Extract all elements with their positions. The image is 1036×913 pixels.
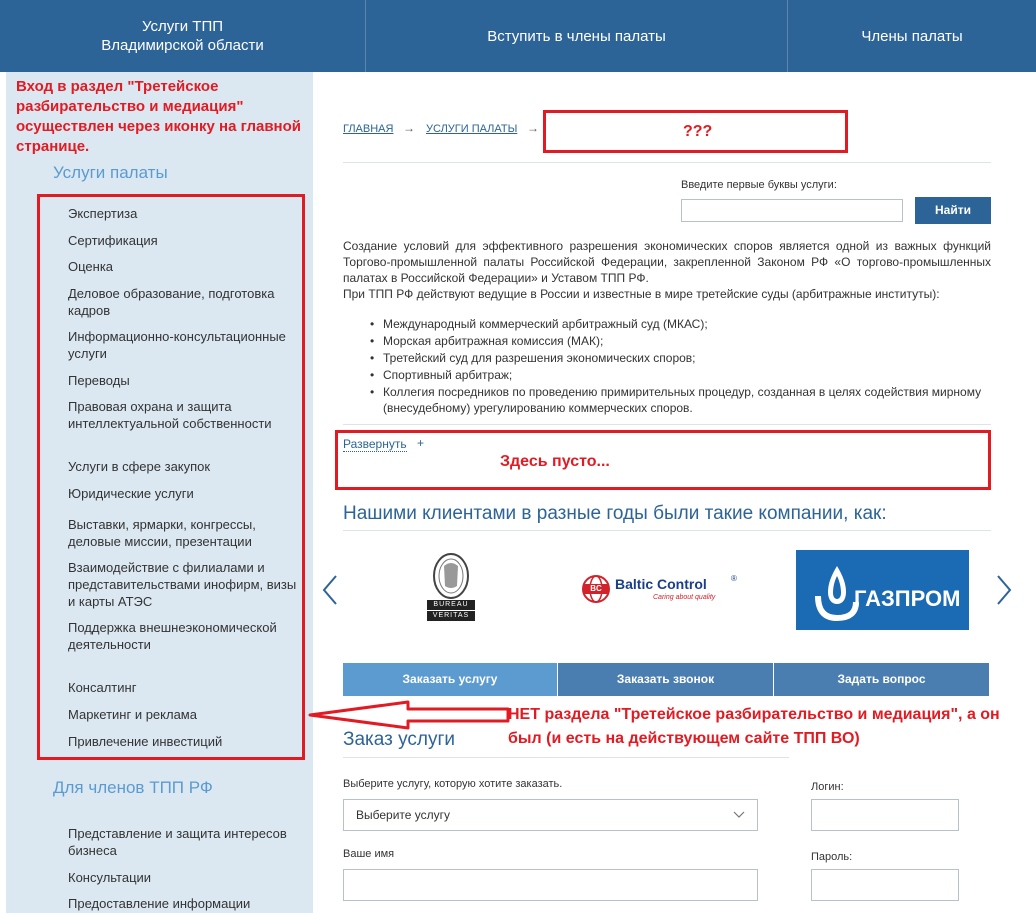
- sidebar-heading-members: Для членов ТПП РФ: [53, 778, 213, 797]
- nav-join-chamber[interactable]: Вступить в члены палаты: [366, 0, 788, 72]
- chevron-down-icon: [733, 800, 745, 841]
- sidebar-item-business-education[interactable]: Деловое образование, подготовка кадров: [68, 286, 275, 318]
- sidebar-highlight-box: [37, 194, 305, 760]
- sidebar-item-translations[interactable]: Переводы: [68, 373, 130, 388]
- password-label: Пароль:: [811, 851, 853, 863]
- list-item: • Спортивный арбитраж;: [383, 367, 983, 383]
- breadcrumb-services[interactable]: УСЛУГИ ПАЛАТЫ: [426, 123, 518, 135]
- nav-services-region[interactable]: [0, 0, 366, 72]
- breadcrumb-arrow-icon: →: [527, 121, 539, 135]
- tab-order-service[interactable]: Заказать услугу: [343, 663, 557, 696]
- baltic-control-tagline: Caring about quality: [653, 594, 716, 601]
- order-form-title: Заказ услуги: [343, 729, 456, 750]
- divider: [343, 530, 991, 531]
- sidebar-item-certification[interactable]: Сертификация: [68, 233, 158, 248]
- empty-section-annotation: Здесь пусто...: [500, 453, 610, 470]
- bureau-veritas-logo[interactable]: [424, 552, 478, 622]
- sidebar-item-expertise[interactable]: Экспертиза: [68, 206, 138, 221]
- sidebar-item-valuation[interactable]: Оценка: [68, 259, 114, 274]
- service-select-value: Выберите услугу: [356, 808, 451, 822]
- select-service-label: Выберите услугу, которую хотите заказать.: [343, 778, 563, 790]
- sidebar-item-foreign-trade[interactable]: Поддержка внешнеэкономической деятельности: [68, 620, 277, 652]
- password-field[interactable]: [811, 869, 959, 901]
- expand-link[interactable]: Развернуть: [343, 437, 407, 451]
- sidebar-item-consulting[interactable]: Консалтинг: [68, 680, 137, 695]
- courts-intro-paragraph: При ТПП РФ действуют ведущие в России и известные в мире третейские суды (арбитражные институты):: [343, 287, 940, 301]
- nav-services-line1: Услуги ТПП: [141, 18, 224, 35]
- sidebar-item-exhibitions[interactable]: Выставки, ярмарки, конгрессы, деловые миссии, презентации: [68, 517, 256, 549]
- login-label: Логин:: [811, 781, 844, 793]
- baltic-control-logo[interactable]: [581, 572, 741, 606]
- sidebar-item-ip-protection[interactable]: Правовая охрана и защита интеллектуальной собственности: [68, 399, 272, 431]
- divider: [343, 424, 991, 425]
- intro-paragraph: Создание условий для эффективного разрешения экономических споров является одной из важных функций Торгово-промышленной палаты Российской Федерации, закрепленной Законом РФ «О торгово-промышленных палатах в Российской Федерации» и Уставом ТПП РФ.: [343, 239, 991, 285]
- name-label: Ваше имя: [343, 848, 395, 860]
- nav-services-line2: Владимирской области: [101, 37, 264, 54]
- sidebar-item-representation[interactable]: Представление и защита интересов бизнеса: [68, 826, 287, 858]
- courts-list: [383, 316, 983, 417]
- sidebar-item-information[interactable]: Предоставление информации: [68, 896, 251, 911]
- login-field[interactable]: [811, 799, 959, 831]
- baltic-control-badge: BC: [590, 584, 602, 593]
- sidebar-item-consultations[interactable]: Консультации: [68, 870, 152, 885]
- divider: [343, 162, 991, 163]
- name-field[interactable]: [343, 869, 758, 901]
- baltic-control-name: Baltic Control: [615, 576, 707, 592]
- sidebar-item-legal[interactable]: Юридические услуги: [68, 486, 194, 501]
- nav-chamber-members[interactable]: Члены палаты: [861, 27, 963, 45]
- list-item: • Третейский суд для разрешения экономических споров;: [383, 350, 983, 366]
- carousel-prev-icon[interactable]: [322, 574, 338, 614]
- top-navigation: [0, 0, 1036, 72]
- missing-section-annotation: НЕТ раздела "Третейское разбирательство и медиация", а он был (и есть на действующем сайте ТПП ВО): [508, 706, 1000, 747]
- annotation-arrow-icon: [308, 700, 518, 730]
- sidebar-heading-services: Услуги палаты: [53, 163, 168, 182]
- plus-icon[interactable]: +: [417, 436, 425, 450]
- bureau-veritas-line1: BUREAU: [433, 601, 469, 608]
- sidebar-item-marketing[interactable]: Маркетинг и реклама: [68, 707, 197, 722]
- list-item: • Международный коммерческий арбитражный суд (МКАС);: [383, 316, 983, 332]
- sidebar-item-procurement[interactable]: Услуги в сфере закупок: [68, 459, 211, 474]
- gazprom-name: ГАЗПРОМ: [854, 586, 961, 611]
- search-button[interactable]: Найти: [915, 197, 991, 224]
- divider: [343, 757, 789, 758]
- list-item: • Коллегия посредников по проведению примирительных процедур, созданная в целях содействия мирному (внесудебному) урегулированию коммерческих споров.: [383, 384, 983, 416]
- sidebar-item-info-consulting[interactable]: Информационно-консультационные услуги: [68, 329, 286, 361]
- gazprom-logo[interactable]: [796, 550, 969, 630]
- bureau-veritas-line2: VERITAS: [432, 612, 470, 619]
- empty-section-box: [335, 430, 991, 490]
- search-label: Введите первые буквы услуги:: [681, 179, 837, 191]
- sidebar-item-foreign-branches[interactable]: Взаимодействие с филиалами и представительствами инофирм, визы и карты АТЭС: [68, 560, 297, 609]
- baltic-control-reg: ®: [731, 574, 737, 583]
- carousel-next-icon[interactable]: [996, 574, 1012, 614]
- breadcrumb-home[interactable]: ГЛАВНАЯ: [343, 123, 394, 135]
- breadcrumb-arrow-icon: →: [403, 121, 415, 135]
- clients-title: Нашими клиентами в разные годы были такие компании, как:: [343, 503, 887, 524]
- missing-title-annotation: ???: [683, 123, 713, 140]
- sidebar-item-investments[interactable]: Привлечение инвестиций: [68, 734, 223, 749]
- tab-order-call[interactable]: Заказать звонок: [558, 663, 773, 696]
- service-select[interactable]: [343, 799, 758, 831]
- entry-annotation: Вход в раздел "Третейское разбирательство и медиация" осуществлен через иконку на главной странице.: [16, 78, 301, 155]
- list-item: • Морская арбитражная комиссия (МАК);: [383, 333, 983, 349]
- tab-ask-question[interactable]: Задать вопрос: [774, 663, 989, 696]
- search-input[interactable]: [681, 199, 903, 222]
